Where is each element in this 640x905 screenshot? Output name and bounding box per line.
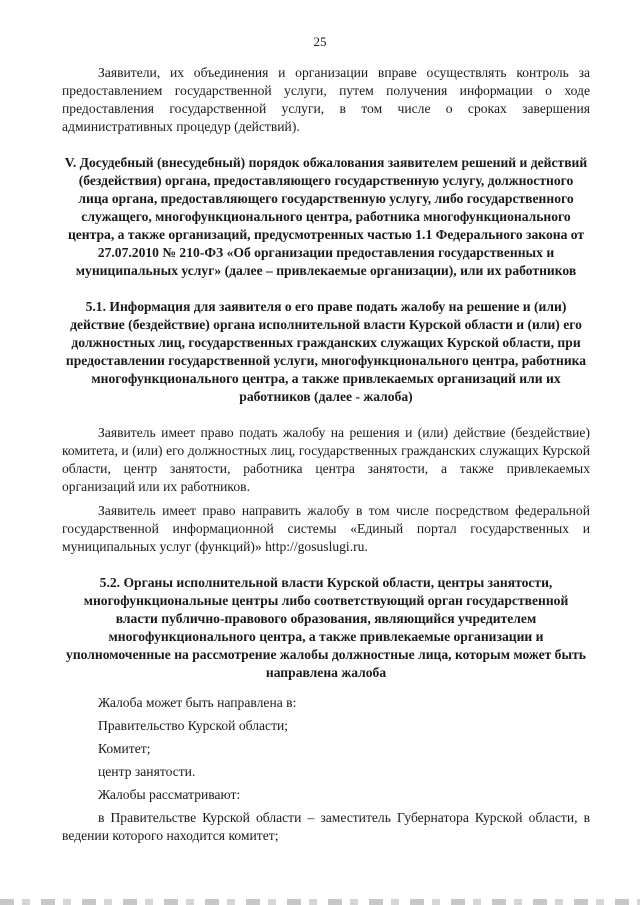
section-5-1-heading: 5.1. Информация для заявителя о его праве подать жалобу на решение и (или) действие (бездействие) органа исполнительной власти Курской области и (или) его должностных лиц, государственных гражданских служащих Курской области, при предоставлении государственной услуги, многофункционального центра, работника многофункционального центра, а также привлекаемых организаций или их работников (далее - жалоба)	[65, 299, 587, 404]
recipient-item: центр занятости.	[98, 764, 196, 779]
section-5-2-heading: 5.2. Органы исполнительной власти Курской области, центры занятости, многофункциональные центры либо соответствующий орган государственной власти публично-правового образования, являющийся учредителем многофункционального центра, а также привлекаемые организации и уполномоченные на рассмотрение жалобы должностные лица, которым может быть направлена жалоба	[66, 575, 586, 680]
complaints-reviewed-by: Жалобы рассматривают:	[98, 787, 241, 802]
page-number: 25	[313, 34, 327, 49]
complaint-may-be-sent-to: Жалоба может быть направлена в:	[98, 695, 297, 710]
section-5-1-paragraph-2: Заявитель имеет право направить жалобу в том числе посредством федеральной государственной информационной системы «Единый портал государственных и муниципальных услуг (функций)» http://gosuslugi.ru.	[62, 503, 590, 554]
last-paragraph: в Правительстве Курской области – заместитель Губернатора Курской области, в ведении которого находится комитет;	[62, 810, 590, 843]
recipient-item: Правительство Курской области;	[98, 718, 289, 733]
section-5-1-paragraph-1: Заявитель имеет право подать жалобу на решения и (или) действие (бездействие) комитета, и (или) его должностных лиц, государственных гражданских служащих Курской области, центр занятости, работника центра занятости, а также привлекаемых организаций или их работников.	[62, 425, 590, 494]
scan-artifact-edge	[0, 899, 640, 905]
document-body	[62, 64, 590, 845]
section-v-heading: V. Досудебный (внесудебный) порядок обжалования заявителем решений и действий (бездействия) органа, предоставляющего государственную услугу, должностного лица органа, предоставляющего государственную услугу, либо государственного служащего, многофункционального центра, работника многофункционального центра, а также организаций, предусмотренных частью 1.1 Федерального закона от 27.07.2010 № 210-ФЗ «Об организации предоставления государственных и муниципальных услуг» (далее – привлекаемые организации), или их работников	[64, 155, 588, 278]
recipient-item: Комитет;	[98, 741, 151, 756]
intro-paragraph: Заявители, их объединения и организации вправе осуществлять контроль за предоставлением государственной услуги, путем получения информации о ходе предоставления государственной услуги, в том числе о сроках завершения административных процедур (действий).	[62, 65, 590, 134]
